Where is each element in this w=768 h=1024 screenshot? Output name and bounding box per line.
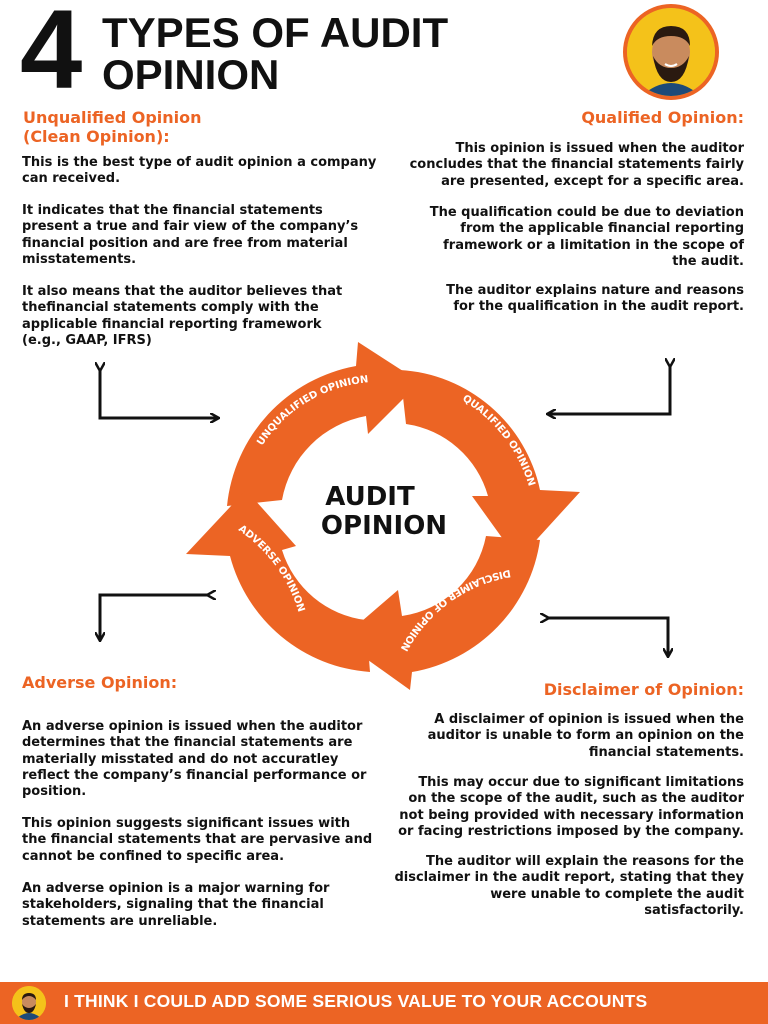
footer-banner xyxy=(0,982,768,1024)
avatar xyxy=(623,4,719,100)
page-title-line2: OPINION xyxy=(102,51,280,98)
adverse-title: Adverse Opinion: xyxy=(22,673,178,692)
adverse-paragraph-2: This opinion suggests significant issues with the financial statements that are pervasive and cannot be confined to specific area. xyxy=(22,816,373,864)
disclaimer-paragraph-2: This may occur due to significant limitations on the scope of the audit, such as the auditor not being provided with necessary information or facing restrictions imposed by the company. xyxy=(398,775,744,839)
adverse-paragraph-1: An adverse opinion is issued when the auditor determines that the financial statements are materially misstated and do not accuratley reflect the company’s financial performance or position. xyxy=(22,719,367,800)
audit-opinion-cycle xyxy=(180,330,590,690)
unqualified-paragraph-2: It indicates that the financial statements present a true and fair view of the company’s financial position and are free from material misstatements. xyxy=(22,203,359,267)
center-label-line2: OPINION xyxy=(320,511,448,541)
qualified-paragraph-3: The auditor explains nature and reasons for the qualification in the audit report. xyxy=(446,283,744,315)
unqualified-title: Unqualified Opinion (Clean Opinion): xyxy=(23,108,202,146)
disclaimer-title: Disclaimer of Opinion: xyxy=(543,680,744,699)
unqualified-paragraph-1: This is the best type of audit opinion a company can received. xyxy=(22,155,377,187)
cycle-label-adverse: ADVERSE OPINION xyxy=(236,523,307,614)
page-title-line1: TYPES OF AUDIT xyxy=(102,9,449,56)
cycle-label-disclaimer: DISCLAIMER OF OPINION xyxy=(397,566,512,653)
disclaimer-paragraph-1: A disclaimer of opinion is issued when the auditor is unable to form an opinion on the financial statements. xyxy=(427,712,744,760)
qualified-title: Qualified Opinion: xyxy=(581,108,744,127)
cycle-segment-disclaimer xyxy=(340,536,540,690)
avatar-portrait-icon xyxy=(627,8,719,100)
unqualified-paragraph-3: It also means that the auditor believes that thefinancial statements comply with the applicable financial reporting framework (e.g., GAAP, IFRS) xyxy=(22,284,343,348)
disclaimer-paragraph-3: The auditor will explain the reasons for the disclaimer in the audit report, stating that they were unable to complete the audit satisfactorily. xyxy=(394,854,744,918)
cycle-label-unqualified: UNQUALIFIED OPINION xyxy=(255,374,369,448)
title-number: 4 xyxy=(20,0,79,112)
center-label-line1: AUDIT xyxy=(325,482,415,512)
adverse-paragraph-3: An adverse opinion is a major warning for stakeholders, signaling that the financial statements are unreliable. xyxy=(22,881,330,929)
footer-avatar-portrait-icon xyxy=(12,986,46,1020)
footer-text: I THINK I COULD ADD SOME SERIOUS VALUE TO YOUR ACCOUNTS xyxy=(64,991,648,1011)
qualified-paragraph-1: This opinion is issued when the auditor concludes that the financial statements fairly are presented, except for a specific area. xyxy=(409,141,744,189)
footer-avatar xyxy=(12,986,46,1020)
qualified-paragraph-2: The qualification could be due to deviation from the applicable financial reporting framework or a limitation in the scope of the audit. xyxy=(429,205,744,269)
cycle-label-qualified: QUALIFIED OPINION xyxy=(460,393,537,488)
page-title xyxy=(102,9,449,98)
